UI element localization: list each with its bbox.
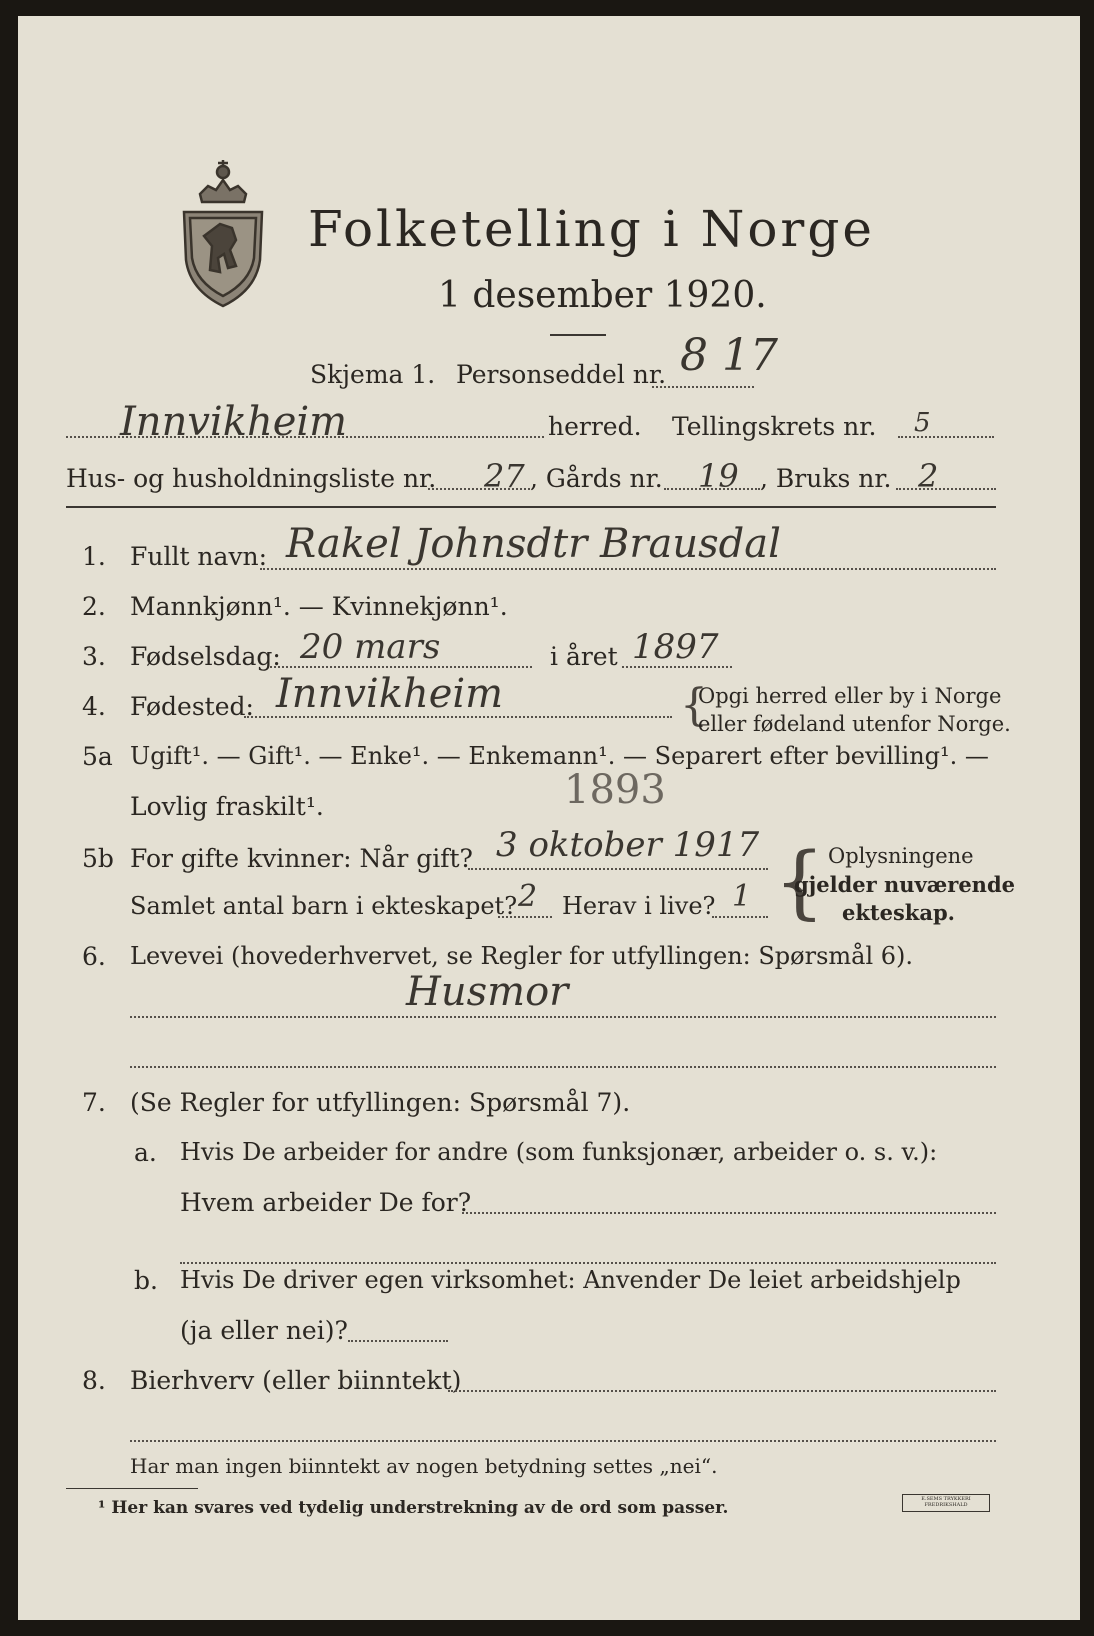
bruks-label: , Bruks nr. bbox=[760, 464, 892, 493]
tellingskrets-value: 5 bbox=[914, 408, 931, 438]
q6-label: Levevei (hovederhvervet, se Regler for utfyllingen: Spørsmål 6). bbox=[130, 942, 914, 970]
q5a-number: 5a bbox=[82, 742, 113, 771]
footnote-divider bbox=[66, 1488, 198, 1489]
q4-label: Fødested: bbox=[130, 692, 254, 721]
q4-number: 4. bbox=[82, 692, 106, 721]
q8-line-2 bbox=[130, 1440, 996, 1442]
schema-label: Skjema 1. bbox=[310, 360, 436, 389]
personseddel-value: 8 17 bbox=[680, 330, 778, 381]
q1-value: Rakel Johnsdtr Brausdal bbox=[286, 521, 781, 567]
q7-label: (Se Regler for utfyllingen: Spørsmål 7). bbox=[130, 1088, 631, 1117]
q5b-line bbox=[468, 868, 768, 870]
q5b-number: 5b bbox=[82, 844, 114, 873]
q5b-alive-value: 1 bbox=[732, 879, 752, 914]
q5a-pencil-note: 1893 bbox=[564, 767, 666, 813]
q1-line bbox=[260, 568, 996, 570]
norway-coat-of-arms-icon bbox=[176, 150, 270, 310]
q3-year-value: 1897 bbox=[632, 627, 719, 667]
q6-line bbox=[130, 1016, 996, 1018]
q1-label: Fullt navn: bbox=[130, 542, 268, 571]
q7b-label: Hvis De driver egen virksomhet: Anvender De leiet arbeidshjelp bbox=[180, 1266, 961, 1294]
q7a-letter: a. bbox=[134, 1138, 157, 1167]
q6-value: Husmor bbox=[406, 969, 569, 1015]
personseddel-line bbox=[652, 386, 754, 388]
q3-number: 3. bbox=[82, 642, 106, 671]
q8-label: Bierhverv (eller biinntekt) bbox=[130, 1366, 462, 1395]
q5b-children-label: Samlet antal barn i ekteskapet? bbox=[130, 892, 518, 920]
q4-value: Innvikheim bbox=[276, 671, 504, 717]
q8-note: Har man ingen biinntekt av nogen betydning settes „nei“. bbox=[130, 1454, 718, 1478]
hus-label: Hus- og husholdningsliste nr. bbox=[66, 464, 437, 493]
herred-value: Innvikheim bbox=[120, 399, 348, 445]
q8-line bbox=[448, 1390, 996, 1392]
gards-label: , Gårds nr. bbox=[530, 464, 663, 493]
census-form-paper bbox=[18, 16, 1080, 1620]
q6-number: 6. bbox=[82, 942, 106, 971]
q5b-brace: { bbox=[774, 835, 825, 928]
q7b-line bbox=[348, 1340, 448, 1342]
q5b-label: For gifte kvinner: Når gift? bbox=[130, 844, 473, 873]
q5b-alive-line bbox=[712, 916, 768, 918]
q5b-children-line bbox=[498, 916, 552, 918]
personseddel-label: Personseddel nr. bbox=[456, 360, 667, 389]
q7a-label-2: Hvem arbeider De for? bbox=[180, 1188, 472, 1217]
q7a-label: Hvis De arbeider for andre (som funksjonær, arbeider o. s. v.): bbox=[180, 1138, 938, 1166]
q7b-letter: b. bbox=[134, 1266, 158, 1295]
footnote: ¹ Her kan svares ved tydelig understrekning av de ord som passer. bbox=[98, 1498, 729, 1518]
q5b-value: 3 oktober 1917 bbox=[496, 825, 760, 865]
q5b-note-line2: gjelder nuværende bbox=[794, 872, 1015, 897]
q3-year-label: i året bbox=[550, 642, 618, 671]
q5b-children-value: 2 bbox=[518, 879, 538, 914]
q2-label: Mannkjønn¹. — Kvinnekjønn¹. bbox=[130, 592, 508, 621]
bruks-value: 2 bbox=[918, 457, 939, 495]
q6-line-2 bbox=[130, 1066, 996, 1068]
q5b-note-line3: ekteskap. bbox=[842, 900, 955, 925]
q4-note-line2: eller fødeland utenfor Norge. bbox=[698, 712, 1011, 736]
gards-value: 19 bbox=[698, 457, 739, 495]
q5a-label: Ugift¹. — Gift¹. — Enke¹. — Enkemann¹. — Separert efter bevilling¹. — bbox=[130, 742, 989, 770]
q5b-note-line1: Oplysningene bbox=[828, 844, 974, 868]
q1-number: 1. bbox=[82, 542, 106, 571]
q8-number: 8. bbox=[82, 1366, 106, 1395]
q2-number: 2. bbox=[82, 592, 106, 621]
tellingskrets-label: Tellingskrets nr. bbox=[672, 412, 877, 441]
form-subtitle: 1 desember 1920. bbox=[438, 275, 767, 316]
bruks-line bbox=[896, 488, 996, 490]
hus-value: 27 bbox=[484, 457, 525, 495]
q7a-line-2 bbox=[180, 1262, 996, 1264]
q5b-alive-label: Herav i live? bbox=[562, 892, 716, 920]
q4-note-line1: Opgi herred eller by i Norge bbox=[698, 684, 1002, 708]
q3-value: 20 mars bbox=[300, 627, 441, 667]
title-divider bbox=[550, 334, 606, 336]
q5a-label-2: Lovlig fraskilt¹. bbox=[130, 792, 324, 821]
q7b-label-2: (ja eller nei)? bbox=[180, 1316, 348, 1345]
q7-number: 7. bbox=[82, 1088, 106, 1117]
herred-label: herred. bbox=[548, 412, 642, 441]
q3-label: Fødselsdag: bbox=[130, 642, 281, 671]
printer-mark: E.SEMS TRYKKERI FREDRIKSHALD bbox=[902, 1494, 990, 1512]
q4-brace: { bbox=[680, 680, 708, 731]
header-divider bbox=[66, 506, 996, 508]
q7a-line bbox=[462, 1212, 996, 1214]
tellingskrets-line bbox=[898, 436, 994, 438]
form-title: Folketelling i Norge bbox=[308, 200, 875, 258]
